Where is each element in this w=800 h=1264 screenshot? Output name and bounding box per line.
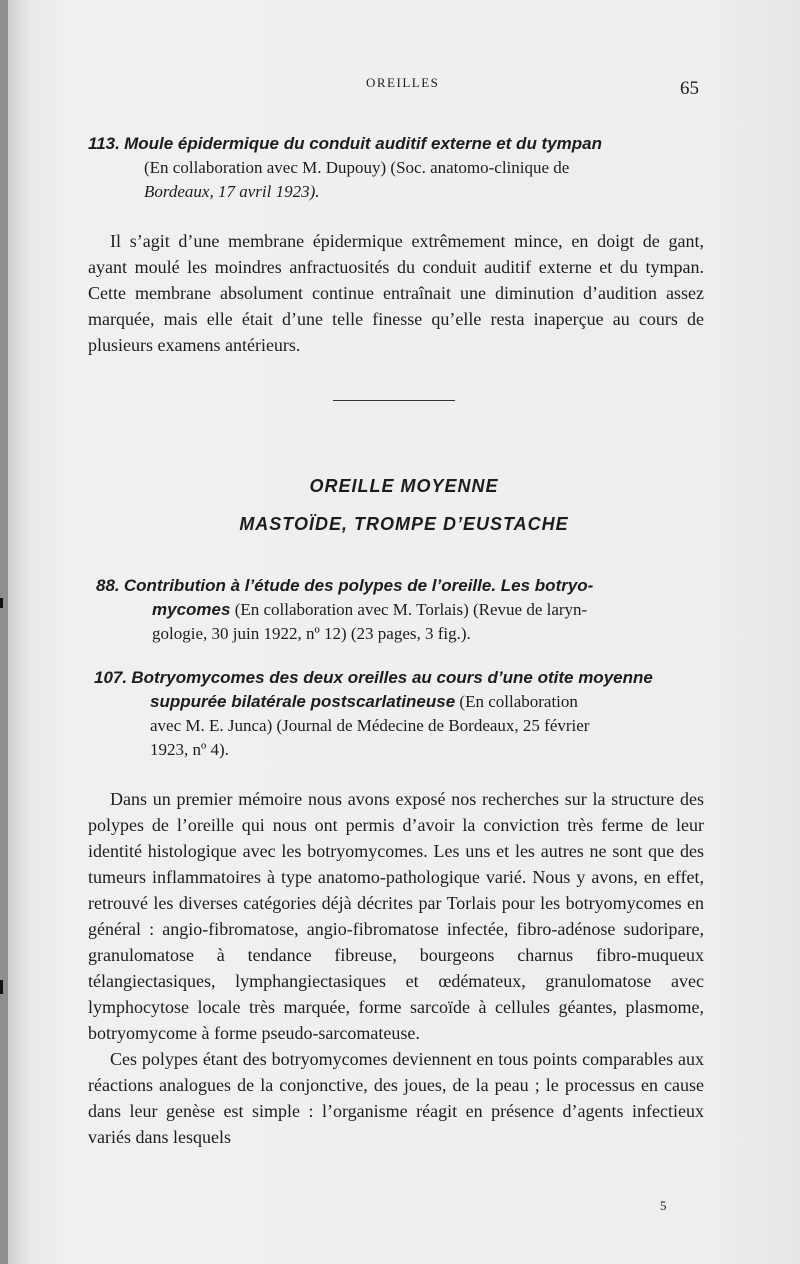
paragraph-botryomycomes (88, 786, 704, 1150)
section-subheading: MASTOÏDE, TROMPE D’EUSTACHE (239, 514, 569, 534)
paragraph-membrane (88, 228, 704, 358)
scan-margin-mark-2 (0, 980, 3, 994)
entry-107-number: 107. (94, 668, 128, 687)
entry-107 (94, 666, 710, 762)
entry-107-title-1: Botryomycomes des deux oreilles au cours d’une otite moyenne (131, 668, 653, 687)
section-divider (333, 400, 455, 401)
entry-107-title-line (94, 666, 710, 690)
entry-113-title: Moule épidermique du conduit auditif externe et du tympan (124, 134, 603, 153)
paragraph-2-text: Dans un premier mémoire nous avons exposé nos recherches sur la structure des polypes de l’oreille qui nous ont permis d’avoir la conviction très ferme de leur identité histologique avec les botryomycomes. Les uns et les autres ne sont que des tumeurs inflammatoires à type anatomo-pathologique varié. Nous y avons, en effet, retrouvé les diverses catégories déjà décrites par Torlais pour les botryomycomes en général : angio-fibromatose, angio-fibromatose infectée, fibro-adénose sudoripare, granulomatose à tendance fibreuse, bourgeons charnus fibro-muqueux télangiectasiques, lymphangiectasiques et œdémateux, granulomatose avec lymphocytose locale très marquée, forme sarcoïde à cellules géantes, plasmome, botryomycome à forme pseudo-sarcomateuse. (88, 789, 704, 1043)
entry-88-line-2 (96, 598, 708, 622)
entry-113-collab: (En collaboration avec M. Dupouy) (Soc. anatomo-clinique de (144, 158, 570, 177)
entry-88-number: 88. (96, 576, 120, 595)
entry-107-title-2: suppurée bilatérale postscarlatineuse (150, 692, 456, 711)
entry-88-title-line (96, 574, 708, 598)
entry-107-source: avec M. E. Junca) (Journal de Médecine de Bordeaux, 25 février (150, 716, 590, 735)
entry-88-title-2: mycomes (152, 600, 231, 619)
entry-113-number: 113. (88, 134, 120, 153)
section-heading: OREILLE MOYENNE (309, 476, 499, 496)
entry-88 (96, 574, 708, 646)
entry-113 (88, 132, 704, 204)
entry-88-title-1: Contribution à l’étude des polypes de l’oreille. Les botryo- (123, 576, 594, 595)
scan-margin-mark (0, 598, 3, 608)
paragraph-3-text: Ces polypes étant des botryomycomes deviennent en tous points comparables aux réactions analogues de la conjonctive, des joues, de la peau ; le processus en cause dans leur genèse est simple : l’organisme réagit en présence d’agents infectieux variés dans lesquels (88, 1049, 704, 1147)
entry-113-title-line (88, 132, 704, 156)
entry-107-collab: (En collaboration (455, 692, 578, 711)
book-page (8, 0, 800, 1264)
entry-113-source: Bordeaux, 17 avril 1923). (144, 182, 320, 201)
running-header: OREILLES (366, 75, 440, 90)
entry-88-source: gologie, 30 juin 1922, nº 12) (23 pages, 3 fig.). (152, 624, 471, 643)
entry-107-line-2 (94, 690, 710, 714)
paragraph-1-text: Il s’agit d’une membrane épidermique extrêmement mince, en doigt de gant, ayant moulé les moindres anfractuosités du conduit auditif externe et du tympan. Cette membrane absolument continue entraînait une diminution d’audition assez marquée, mais elle était d’une telle finesse qu’elle resta inaperçue au cours de plusieurs examens antérieurs. (88, 231, 704, 355)
entry-107-issue: 1923, nº 4). (150, 740, 229, 759)
signature-mark: 5 (660, 1198, 667, 1213)
page-number: 65 (680, 78, 699, 99)
entry-88-collab: (En collaboration avec M. Torlais) (Revue de laryn- (230, 600, 588, 619)
